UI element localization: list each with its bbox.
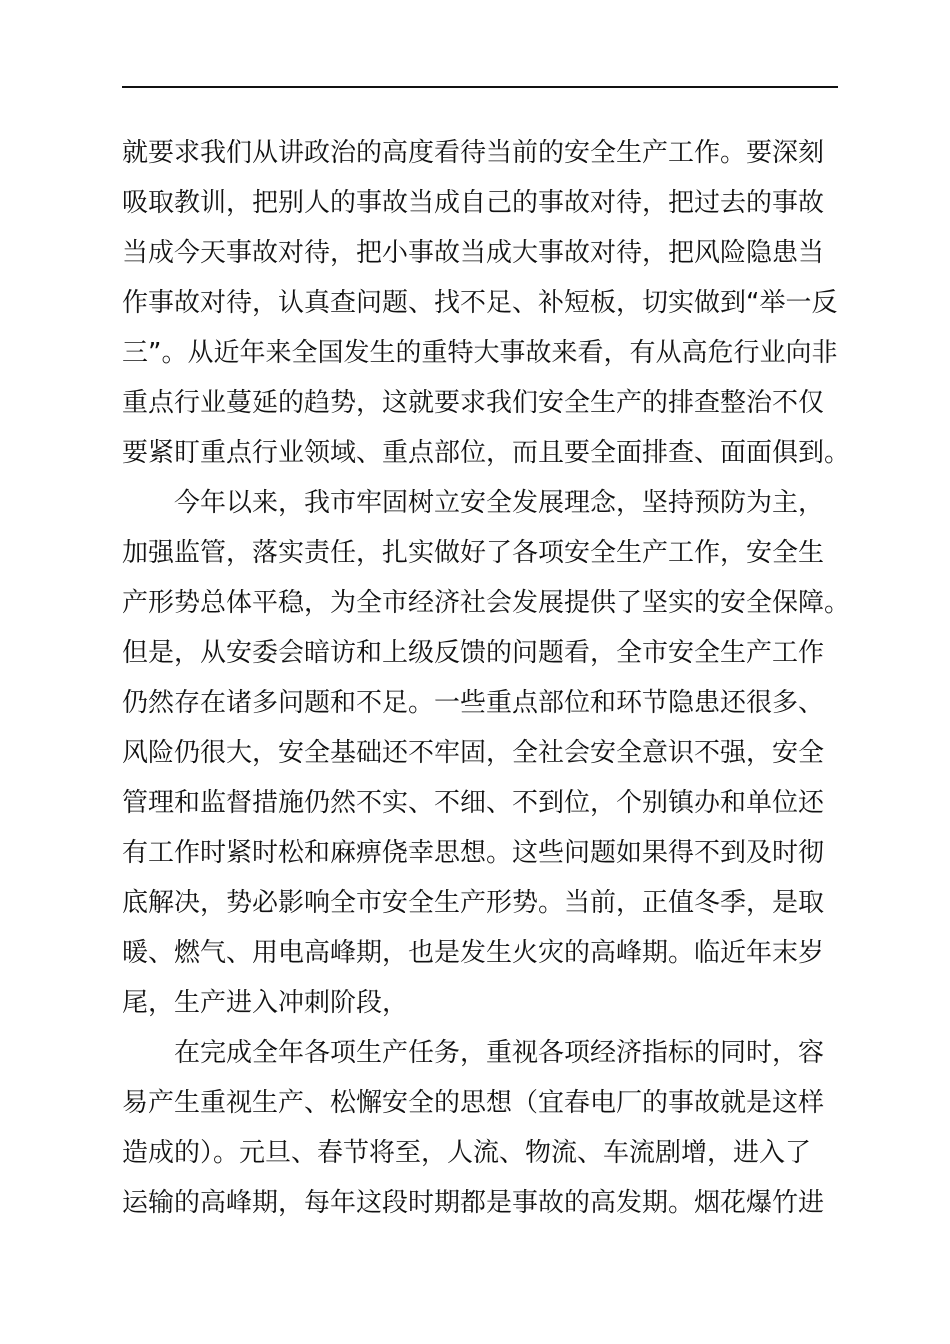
text-line: 运输的高峰期，每年这段时期都是事故的高发期。烟花爆竹进	[122, 1188, 825, 1218]
text-line: 风险仍很大，安全基础还不牢固，全社会安全意识不强，安全	[122, 738, 825, 768]
text-line: 有工作时紧时松和麻痹侥幸思想。这些问题如果得不到及时彻	[122, 838, 825, 868]
header-rule	[122, 86, 838, 88]
text-line: 今年以来，我市牢固树立安全发展理念，坚持预防为主，	[174, 488, 825, 518]
text-line: 暖、燃气、用电高峰期，也是发生火灾的高峰期。临近年末岁	[122, 938, 825, 968]
text-line: 三”。从近年来全国发生的重特大事故来看，有从高危行业向非	[122, 338, 838, 368]
text-line: 仍然存在诸多问题和不足。一些重点部位和环节隐患还很多、	[122, 688, 825, 718]
text-line: 但是，从安委会暗访和上级反馈的问题看，全市安全生产工作	[122, 638, 825, 668]
text-line: 易产生重视生产、松懈安全的思想（宜春电厂的事故就是这样	[122, 1088, 825, 1118]
text-line: 加强监管，落实责任，扎实做好了各项安全生产工作，安全生	[122, 538, 825, 568]
text-line: 底解决，势必影响全市安全生产形势。当前，正值冬季，是取	[122, 888, 825, 918]
text-line: 尾，生产进入冲刺阶段，	[122, 988, 409, 1018]
text-line: 作事故对待，认真查问题、找不足、补短板，切实做到“举一反	[122, 288, 838, 318]
text-line: 吸取教训，把别人的事故当成自己的事故对待，把过去的事故	[122, 188, 825, 218]
text-line: 造成的）。元旦、春节将至，人流、物流、车流剧增，进入了	[122, 1138, 812, 1168]
text-line: 产形势总体平稳，为全市经济社会发展提供了坚实的安全保障。	[122, 588, 851, 618]
body-text	[122, 128, 852, 1228]
text-line: 当成今天事故对待，把小事故当成大事故对待，把风险隐患当	[122, 238, 825, 268]
text-line: 管理和监督措施仍然不实、不细、不到位，个别镇办和单位还	[122, 788, 825, 818]
text-line: 重点行业蔓延的趋势，这就要求我们安全生产的排查整治不仅	[122, 388, 825, 418]
text-line: 要紧盯重点行业领域、重点部位，而且要全面排查、面面俱到。	[122, 438, 851, 468]
text-line: 在完成全年各项生产任务，重视各项经济指标的同时，容	[174, 1038, 825, 1068]
text-line: 就要求我们从讲政治的高度看待当前的安全生产工作。要深刻	[122, 138, 825, 168]
